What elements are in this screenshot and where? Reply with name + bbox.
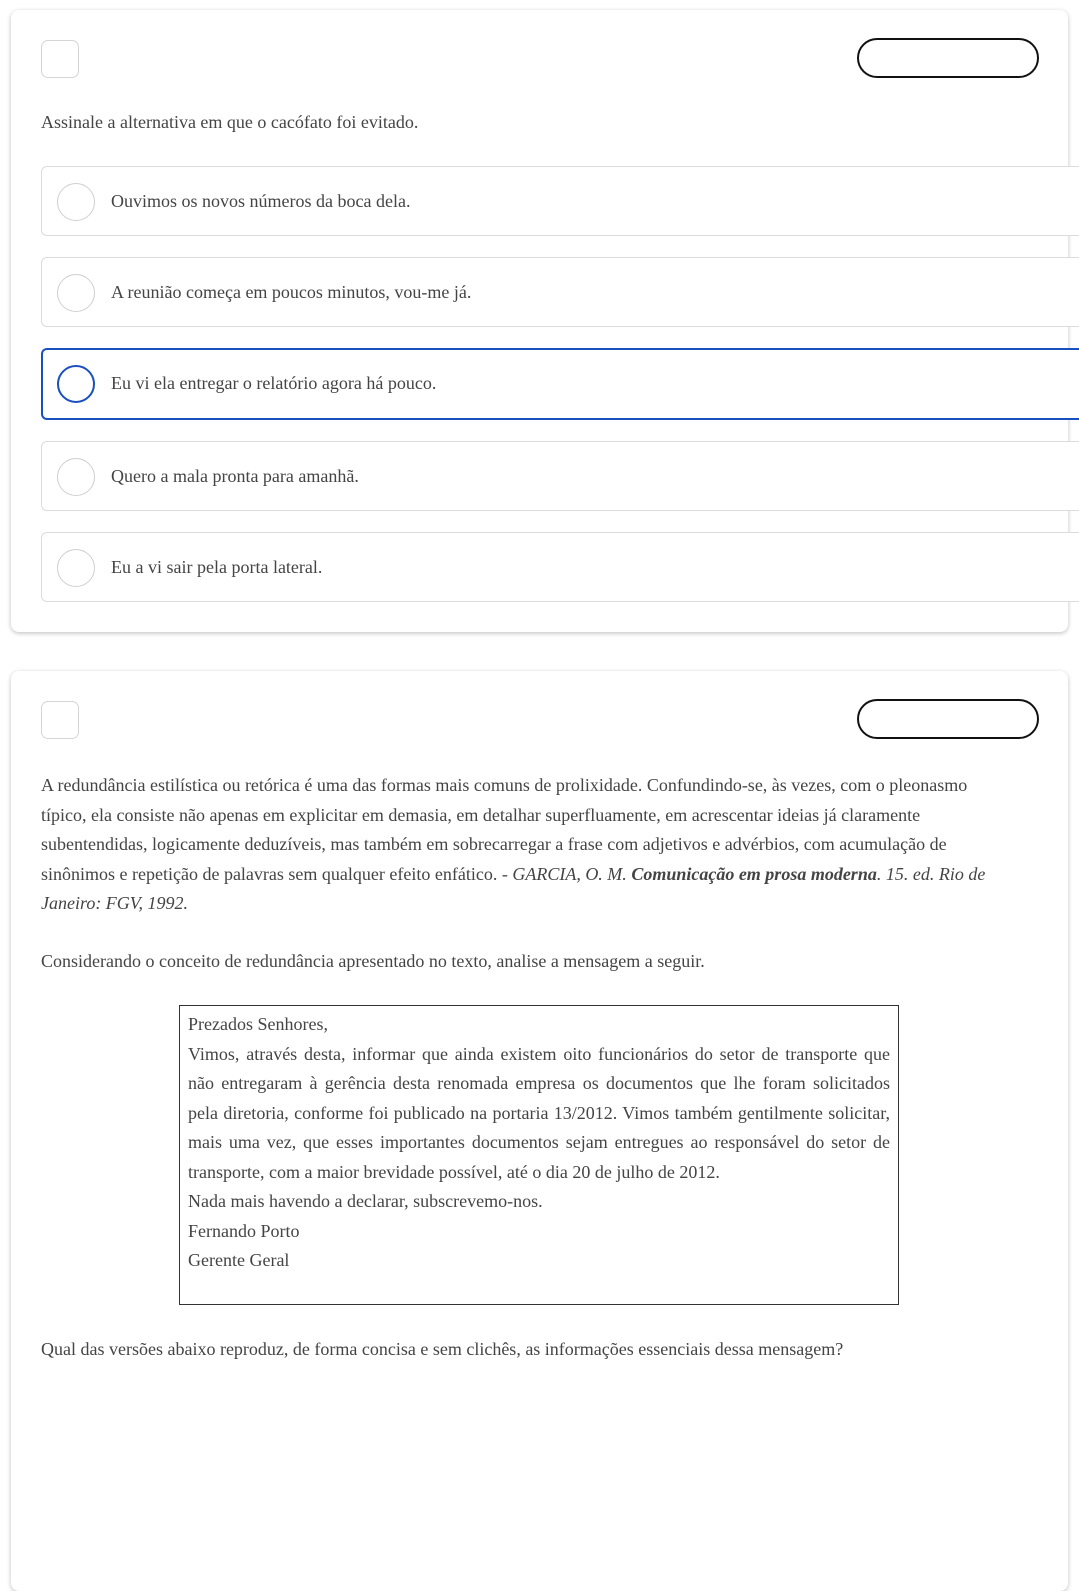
radio-circle-icon[interactable] — [57, 365, 95, 403]
option-text: Ouvimos os novos números da boca dela. — [111, 191, 411, 211]
letter-box — [179, 1005, 899, 1305]
citation-author: GARCIA, O. M. — [512, 863, 632, 884]
option-c-selected[interactable] — [41, 348, 1079, 420]
option-text: Quero a mala pronta para amanhã. — [111, 466, 359, 486]
letter-signature-title: Gerente Geral — [188, 1250, 290, 1270]
option-text: A reunião começa em poucos minutos, vou-me já. — [111, 282, 472, 302]
radio-circle-icon[interactable] — [57, 458, 95, 496]
letter-signature-name: Fernando Porto — [188, 1220, 300, 1241]
passage-text — [41, 771, 1016, 919]
option-d[interactable] — [41, 441, 1079, 511]
option-a[interactable] — [41, 166, 1079, 236]
bookmark-checkbox[interactable] — [41, 40, 79, 78]
question-prompt: Assinale a alternativa em que o cacófato foi evitado. — [41, 112, 419, 132]
letter-body: Vimos, através desta, informar que ainda existem oito funcionários do setor de transporte que não entregaram à gerência desta renomada empresa os documentos que lhe foram solicitados pela diretoria, conforme foi publicado na portaria 13/2012. Vimos também gentilmente solicitar, mais uma vez, que esses importantes documentos sejam entregues ao responsável do setor de transporte, com a maior brevidade possível, até o dia 20 de julho de 2012. — [188, 1043, 890, 1182]
instruction-text: Considerando o conceito de redundância apresentado no texto, analise a mensagem a seguir. — [41, 951, 705, 971]
question-card-2 — [11, 671, 1068, 1591]
letter-greeting: Prezados Senhores, — [188, 1014, 328, 1034]
passage-body: A redundância estilística ou retórica é uma das formas mais comuns de prolixidade. Confundindo-se, às vezes, com o pleonasmo típico, ela consiste não apenas em explicitar em demasia, em detalhar superfluamente, em acrescentar ideias já claramente subentendidas, logicamente deduzíveis, mas também em sobrecarregar a frase com adjetivos e advérbios, com acumulação de sinônimos e repetição de palavras sem qualquer efeito enfático. - — [41, 775, 968, 884]
question-action-button[interactable] — [857, 38, 1039, 78]
citation-title: Comunicação em prosa moderna — [631, 863, 877, 884]
radio-circle-icon[interactable] — [57, 183, 95, 221]
radio-circle-icon[interactable] — [57, 549, 95, 587]
question-card-1 — [11, 10, 1068, 632]
question-action-button[interactable] — [857, 699, 1039, 739]
option-text: Eu a vi sair pela porta lateral. — [111, 557, 323, 577]
question-text: Qual das versões abaixo reproduz, de forma concisa e sem clichês, as informações essenciais dessa mensagem? — [41, 1339, 844, 1359]
letter-closing: Nada mais havendo a declarar, subscrevemo-nos. — [188, 1191, 543, 1211]
option-b[interactable] — [41, 257, 1079, 327]
bookmark-checkbox[interactable] — [41, 701, 79, 739]
option-e[interactable] — [41, 532, 1079, 602]
citation-rest: . 15. ed. Rio de Janeiro: FGV, 1992. — [41, 863, 986, 913]
option-text: Eu vi ela entregar o relatório agora há pouco. — [111, 373, 437, 393]
radio-circle-icon[interactable] — [57, 274, 95, 312]
